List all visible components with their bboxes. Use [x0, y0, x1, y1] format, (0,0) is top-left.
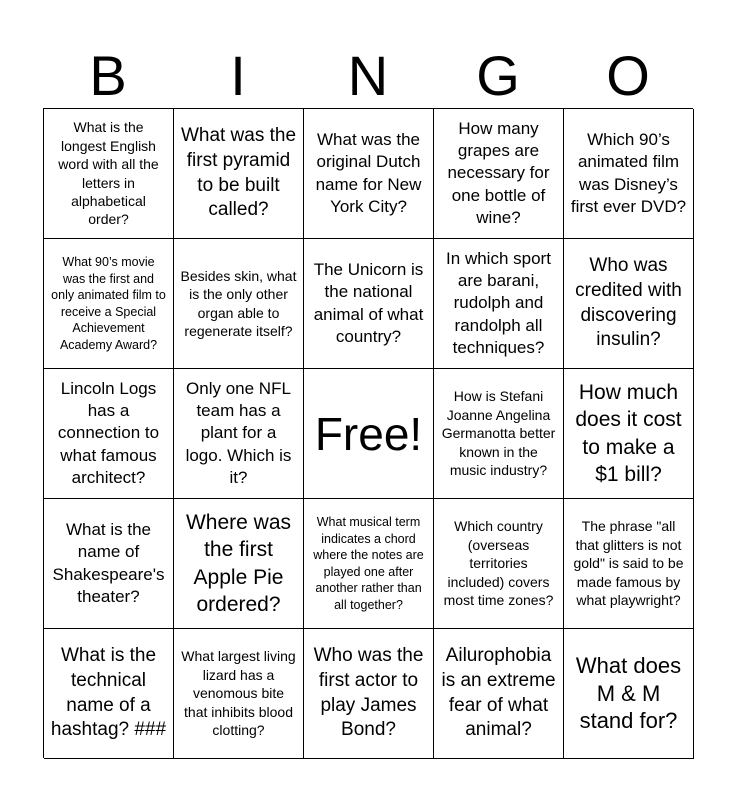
- bingo-cell-text: Ailurophobia is an extreme fear of what animal?: [441, 645, 556, 741]
- header-letter-b: B: [89, 44, 127, 107]
- bingo-cell-r5-c1[interactable]: [44, 629, 174, 759]
- bingo-cell-text: In which sport are barani, rudolph and randolph all techniques?: [446, 249, 551, 357]
- bingo-cell-r3-c2[interactable]: [174, 369, 304, 499]
- bingo-cell-r2-c4[interactable]: [434, 239, 564, 369]
- bingo-cell-r4-c3[interactable]: [304, 499, 434, 629]
- bingo-cell-r1-c3[interactable]: [304, 109, 434, 239]
- bingo-cell-text: How is Stefani Joanne Angelina Germanotta better known in the music industry?: [441, 388, 556, 479]
- bingo-cell-r4-c1[interactable]: [44, 499, 174, 629]
- bingo-cell-text: Where was the first Apple Pie ordered?: [185, 510, 292, 616]
- bingo-cell-text: The Unicorn is the national animal of what country?: [313, 260, 424, 346]
- bingo-cell-text: What is the longest English word with all the letters in alphabetical order?: [58, 119, 159, 228]
- bingo-cell-text: How much does it cost to make a $1 bill?: [575, 380, 682, 486]
- header-letter-g: G: [476, 44, 520, 107]
- bingo-cell-text: What was the original Dutch name for New York City?: [315, 130, 422, 216]
- free-space-label: Free!: [314, 407, 423, 460]
- header-letter-i: I: [230, 44, 246, 107]
- bingo-cell-text: Who was the first actor to play James Bond?: [313, 645, 424, 741]
- bingo-cell-r2-c2[interactable]: [174, 239, 304, 369]
- bingo-cell-text: The phrase "all that glitters is not gold" is said to be made famous by what playwright?: [573, 518, 684, 609]
- bingo-cell-r1-c1[interactable]: [44, 109, 174, 239]
- bingo-cell-text: How many grapes are necessary for one bottle of wine?: [447, 119, 550, 227]
- bingo-cell-r2-c1[interactable]: [44, 239, 174, 369]
- header-letter-n: N: [347, 44, 389, 107]
- bingo-cell-text: What is the name of Shakespeare's theater?: [52, 520, 165, 606]
- bingo-cell-r2-c5[interactable]: [564, 239, 694, 369]
- bingo-cell-r5-c3[interactable]: [304, 629, 434, 759]
- bingo-cell-text: Which 90’s animated film was Disney’s first ever DVD?: [570, 130, 687, 216]
- bingo-cell-r5-c4[interactable]: [434, 629, 564, 759]
- bingo-cell-r4-c2[interactable]: [174, 499, 304, 629]
- bingo-cell-text: Which country (overseas territories included) covers most time zones?: [443, 518, 554, 609]
- bingo-cell-r4-c4[interactable]: [434, 499, 564, 629]
- bingo-cell-r2-c3[interactable]: [304, 239, 434, 369]
- bingo-cell-r3-c5[interactable]: [564, 369, 694, 499]
- bingo-cell-text: Only one NFL team has a plant for a logo. Which is it?: [185, 379, 292, 487]
- bingo-cell-r1-c4[interactable]: [434, 109, 564, 239]
- free-space-cell[interactable]: [304, 369, 434, 499]
- bingo-cell-text: Who was credited with discovering insulin?: [575, 255, 682, 351]
- bingo-board: [43, 108, 693, 758]
- bingo-cell-text: What 90’s movie was the first and only animated film to receive a Special Achievement Academy Award?: [51, 255, 166, 352]
- bingo-cell-text: What does M & M stand for?: [575, 652, 682, 734]
- bingo-cell-text: What largest living lizard has a venomous bite that inhibits blood clotting?: [181, 648, 296, 739]
- bingo-cell-text: What is the technical name of a hashtag? ###: [50, 645, 167, 741]
- bingo-cell-r1-c5[interactable]: [564, 109, 694, 239]
- header-letter-o: O: [606, 44, 650, 107]
- bingo-cell-text: Lincoln Logs has a connection to what famous architect?: [57, 379, 160, 487]
- bingo-cell-r3-c4[interactable]: [434, 369, 564, 499]
- bingo-cell-text: Besides skin, what is the only other organ able to regenerate itself?: [180, 267, 297, 339]
- bingo-cell-text: What musical term indicates a chord where the notes are played one after another rather than all together?: [313, 515, 424, 612]
- bingo-cell-r5-c2[interactable]: [174, 629, 304, 759]
- bingo-header: [43, 44, 693, 108]
- bingo-cell-r1-c2[interactable]: [174, 109, 304, 239]
- bingo-cell-r4-c5[interactable]: [564, 499, 694, 629]
- bingo-cell-r3-c1[interactable]: [44, 369, 174, 499]
- bingo-cell-r5-c5[interactable]: [564, 629, 694, 759]
- bingo-cell-text: What was the first pyramid to be built called?: [180, 125, 297, 221]
